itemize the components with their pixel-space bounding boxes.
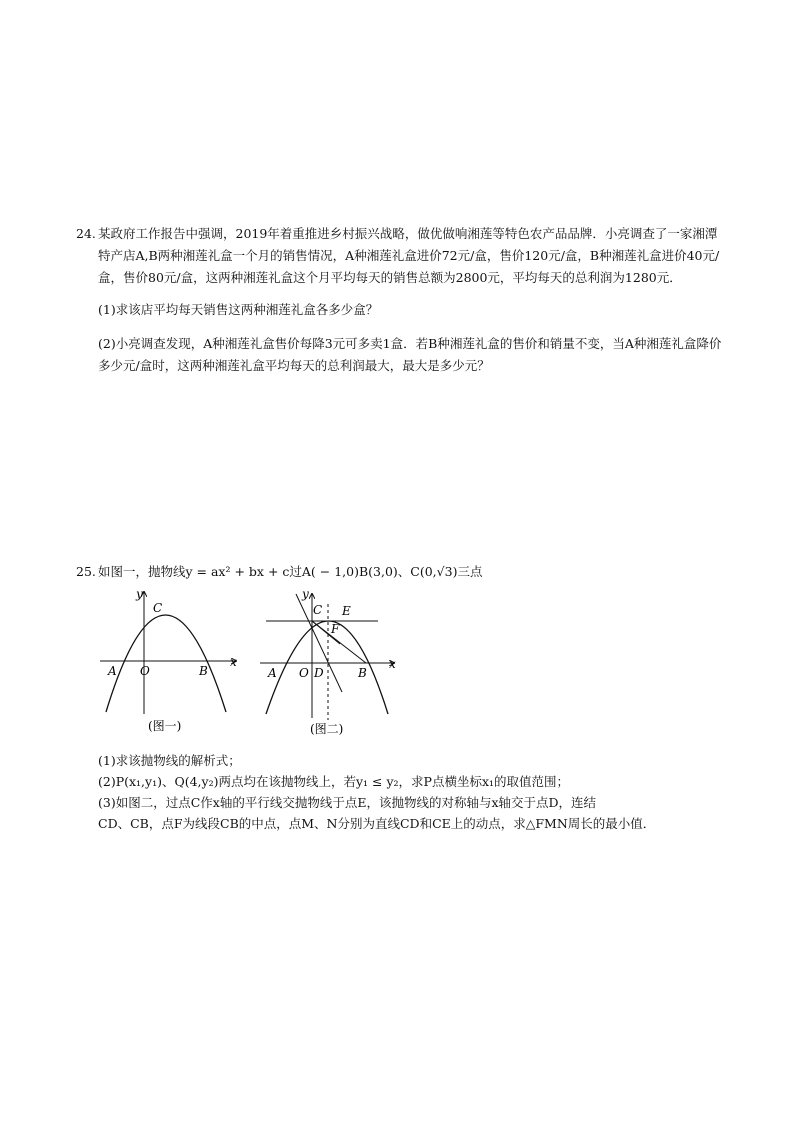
question-number: 24.	[76, 226, 96, 241]
parabola	[266, 621, 388, 714]
label-y: y	[136, 588, 143, 601]
question-part-3-cont: CD、CB，点F为线段CB的中点，点M、N分别为直线CD和CE上的动点，求△FMN周长的最小值．	[98, 816, 656, 831]
figure-caption: (图一)	[148, 719, 182, 733]
label-x: x	[389, 657, 396, 671]
question-part-1: (1)求该抛物线的解析式；	[98, 753, 241, 768]
question-part-1: (1)求该店平均每天销售这两种湘莲礼盒各多少盒？	[98, 302, 379, 317]
question-25	[76, 561, 726, 583]
question-25-parts	[76, 750, 726, 834]
label-C: C	[153, 601, 163, 615]
label-C: C	[313, 603, 323, 617]
label-A: A	[108, 664, 117, 678]
question-part-2: (2)P(x₁,y₁)、Q(4,y₂)两点均在该抛物线上，若y₁ ≤ y₂，求P点横坐标x₁的取值范围；	[98, 774, 570, 789]
question-number: 25.	[76, 564, 96, 579]
label-B: B	[199, 664, 208, 678]
question-part-3: (3)如图二，过点C作x轴的平行线交抛物线于点E，该抛物线的对称轴与x轴交于点D，连结	[98, 795, 597, 810]
figure-caption: (图二)	[310, 722, 344, 736]
label-y: y	[302, 588, 309, 601]
label-A: A	[268, 666, 277, 680]
question-stem: 某政府工作报告中强调，2019年着重推进乡村振兴战略，做优做响湘莲等特色农产品品牌．小亮调查了一家湘潭特产店A,B两种湘莲礼盒一个月的销售情况，A种湘莲礼盒进价72元/盒，售价120元/盒，B种湘莲礼盒进价40元/盒，售价80元/盒，这两种湘莲礼盒这个月平均每天的销售总额为2800元，平均每天的总利润为1280元．	[98, 226, 720, 285]
figure-2	[258, 588, 408, 740]
question-stem: 如图一，抛物线y = ax² + bx + c过A( − 1,0)B(3,0)、C(0,√3)三点	[98, 564, 483, 579]
label-D: D	[314, 666, 324, 680]
label-O: O	[299, 666, 309, 680]
label-O: O	[140, 664, 150, 678]
question-part-2: (2)小亮调查发现，A种湘莲礼盒售价每降3元可多卖1盒．若B种湘莲礼盒的售价和销量不变，当A种湘莲礼盒降价多少元/盒时，这两种湘莲礼盒平均每天的总利润最大，最大是多少元？	[98, 336, 722, 373]
question-24	[76, 223, 726, 377]
label-E: E	[342, 604, 351, 618]
label-B: B	[358, 666, 367, 680]
label-F: F	[331, 622, 340, 636]
figure-1	[98, 588, 248, 738]
parabola	[106, 615, 226, 712]
label-x: x	[230, 655, 237, 669]
